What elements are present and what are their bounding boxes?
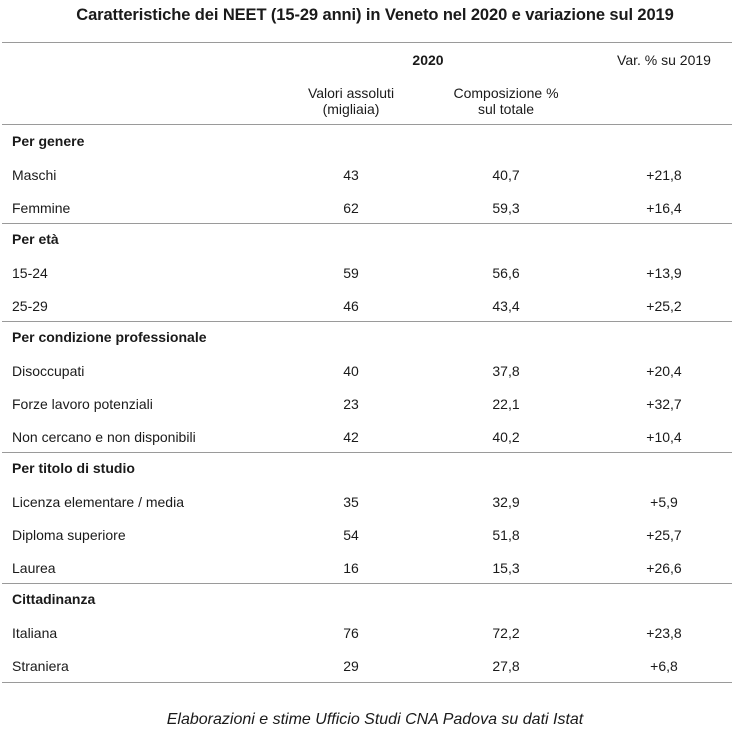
section-heading: Per età: [12, 231, 59, 247]
row-label: Femmine: [12, 200, 71, 216]
row-var-value: +5,9: [650, 494, 678, 510]
row-label: Diploma superiore: [12, 527, 126, 543]
row-abs-value: 42: [343, 429, 359, 445]
row-label: 25-29: [12, 298, 48, 314]
row-comp-value: 43,4: [492, 298, 520, 314]
row-var-value: +25,7: [646, 527, 682, 543]
row-abs-value: 46: [343, 298, 359, 314]
row-abs-value: 62: [343, 200, 359, 216]
header-rule: [2, 124, 732, 125]
row-label: Licenza elementare / media: [12, 494, 184, 510]
row-var-value: +16,4: [646, 200, 682, 216]
row-var-value: +21,8: [646, 167, 682, 183]
row-comp-value: 59,3: [492, 200, 520, 216]
row-comp-value: 72,2: [492, 625, 520, 641]
row-abs-value: 35: [343, 494, 359, 510]
row-abs-value: 29: [343, 658, 359, 674]
row-comp-value: 37,8: [492, 363, 520, 379]
row-label: Straniera: [12, 658, 69, 674]
row-label: Italiana: [12, 625, 58, 641]
header-comp-line2: sul totale: [477, 101, 535, 117]
section-rule: [2, 452, 732, 453]
table-title: Caratteristiche dei NEET (15-29 anni) in Veneto nel 2020 e variazione sul 2019: [76, 6, 674, 24]
header-abs-line2: (migliaia): [322, 101, 380, 117]
row-var-value: +20,4: [646, 363, 682, 379]
row-abs-value: 54: [343, 527, 359, 543]
row-label: Forze lavoro potenziali: [12, 396, 153, 412]
header-abs-line1: Valori assoluti: [307, 85, 395, 101]
section-rule: [2, 583, 732, 584]
row-var-value: +13,9: [646, 265, 682, 281]
row-var-value: +6,8: [650, 658, 678, 674]
row-var-value: +10,4: [646, 429, 682, 445]
header-comp-line1: Composizione %: [453, 85, 559, 101]
row-label: Disoccupati: [12, 363, 85, 379]
top-rule: [2, 42, 732, 43]
row-var-value: +26,6: [646, 560, 682, 576]
header-year: 2020: [412, 52, 444, 68]
row-abs-value: 59: [343, 265, 359, 281]
row-comp-value: 22,1: [492, 396, 520, 412]
row-abs-value: 43: [343, 167, 359, 183]
bottom-rule: [2, 682, 732, 683]
section-heading: Per condizione professionale: [12, 329, 207, 345]
row-comp-value: 15,3: [492, 560, 520, 576]
row-var-value: +25,2: [646, 298, 682, 314]
section-rule: [2, 321, 732, 322]
header-var: Var. % su 2019: [617, 52, 711, 68]
row-var-value: +32,7: [646, 396, 682, 412]
row-abs-value: 23: [343, 396, 359, 412]
row-abs-value: 16: [343, 560, 359, 576]
section-heading: Per genere: [12, 133, 85, 149]
row-label: Maschi: [12, 167, 57, 183]
row-comp-value: 51,8: [492, 527, 520, 543]
section-rule: [2, 223, 732, 224]
row-comp-value: 40,2: [492, 429, 520, 445]
row-label: Laurea: [12, 560, 56, 576]
row-comp-value: 56,6: [492, 265, 520, 281]
row-label: 15-24: [12, 265, 48, 281]
row-comp-value: 32,9: [492, 494, 520, 510]
row-abs-value: 40: [343, 363, 359, 379]
source-note: Elaborazioni e stime Ufficio Studi CNA Padova su dati Istat: [166, 711, 584, 728]
section-heading: Per titolo di studio: [12, 460, 135, 476]
row-var-value: +23,8: [646, 625, 682, 641]
section-heading: Cittadinanza: [12, 591, 96, 607]
row-label: Non cercano e non disponibili: [12, 429, 196, 445]
row-comp-value: 40,7: [492, 167, 520, 183]
row-abs-value: 76: [343, 625, 359, 641]
row-comp-value: 27,8: [492, 658, 520, 674]
